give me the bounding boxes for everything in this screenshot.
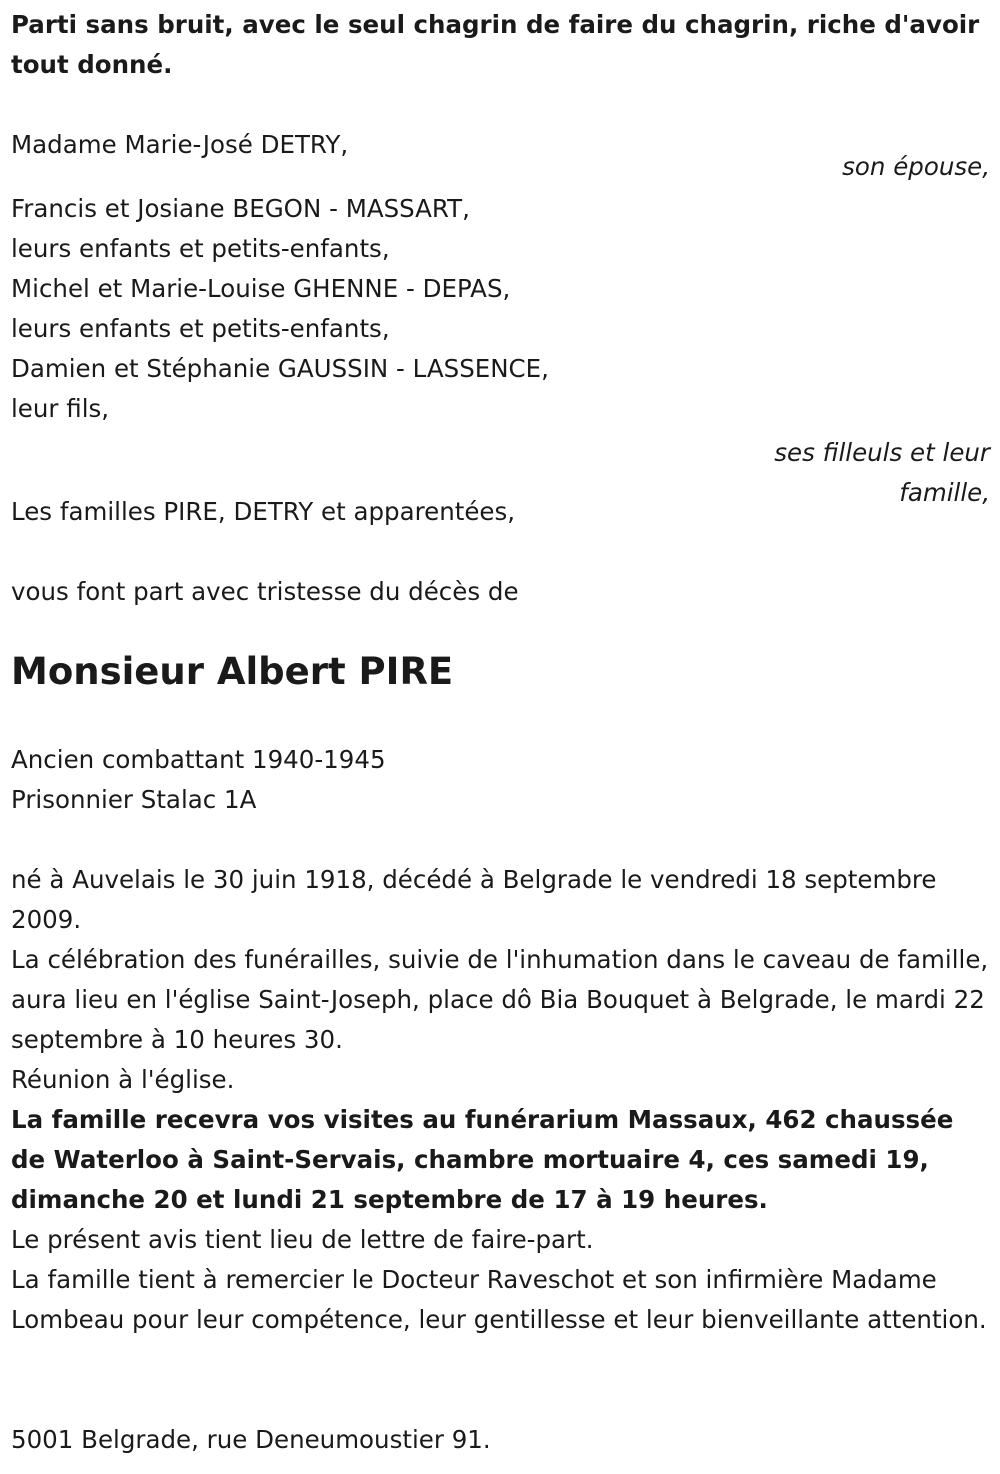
epigraph: Parti sans bruit, avec le seul chagrin de faire du chagrin, riche d'avoir tout donné. [11,10,980,79]
announcement-line: vous font part avec tristesse du décès de [11,577,519,606]
family-line: leurs enfants et petits-enfants, [11,234,390,263]
family-line: Michel et Marie-Louise GHENNE - DEPAS, [11,274,511,303]
funeral-paragraph: La célébration des funérailles, suivie de l'inhumation dans le caveau de famille, aura lieu en l'église Saint-Joseph, place dô Bia Bouquet à Belgrade, le mardi 22 septembre à 10 heures 30. [11,945,989,1054]
family-line: leur fils, [11,394,110,423]
address-block [11,1420,990,1460]
birth-death-paragraph: né à Auvelais le 30 juin 1918, décédé à Belgrade le vendredi 18 septembre 2009. [11,865,937,934]
spouse-name: Madame Marie-José DETRY, [11,130,349,159]
thanks-paragraph: La famille tient à remercier le Docteur Raveschot et son infirmière Madame Lombeau pour leur compétence, leur gentillesse et leur bienveillante attention. [11,1265,987,1334]
deceased-titles [11,740,990,820]
announcement-block [11,572,990,612]
deceased-name: Monsieur Albert PIRE [11,650,454,693]
godchildren-role-line: ses filleuls et leur [774,438,990,467]
godchildren-block [11,189,990,513]
family-line: leurs enfants et petits-enfants, [11,314,390,343]
families-block [11,492,990,532]
spouse-role: son épouse, [842,152,990,181]
meeting-paragraph: Réunion à l'église. [11,1065,235,1094]
visits-paragraph: La famille recevra vos visites au funérarium Massaux, 462 chaussée de Waterloo à Saint-Servais, chambre mortuaire 4, ces samedi 19, dimanche 20 et lundi 21 septembre de 17 à 19 heures. [11,1105,954,1214]
godchildren-role-line: famille, [899,478,990,507]
family-line: Damien et Stéphanie GAUSSIN - LASSENCE, [11,354,549,383]
family-line: Francis et Josiane BEGON - MASSART, [11,194,470,223]
deceased-title-line: Ancien combattant 1940-1945 [11,745,386,774]
address-line: 5001 Belgrade, rue Deneumoustier 91. [11,1425,491,1454]
funeral-details [11,860,990,1340]
notice-paragraph: Le présent avis tient lieu de lettre de faire-part. [11,1225,594,1254]
spouse-block [11,125,990,185]
families-line: Les familles PIRE, DETRY et apparentées, [11,497,516,526]
deceased-title-line: Prisonnier Stalac 1A [11,785,257,814]
